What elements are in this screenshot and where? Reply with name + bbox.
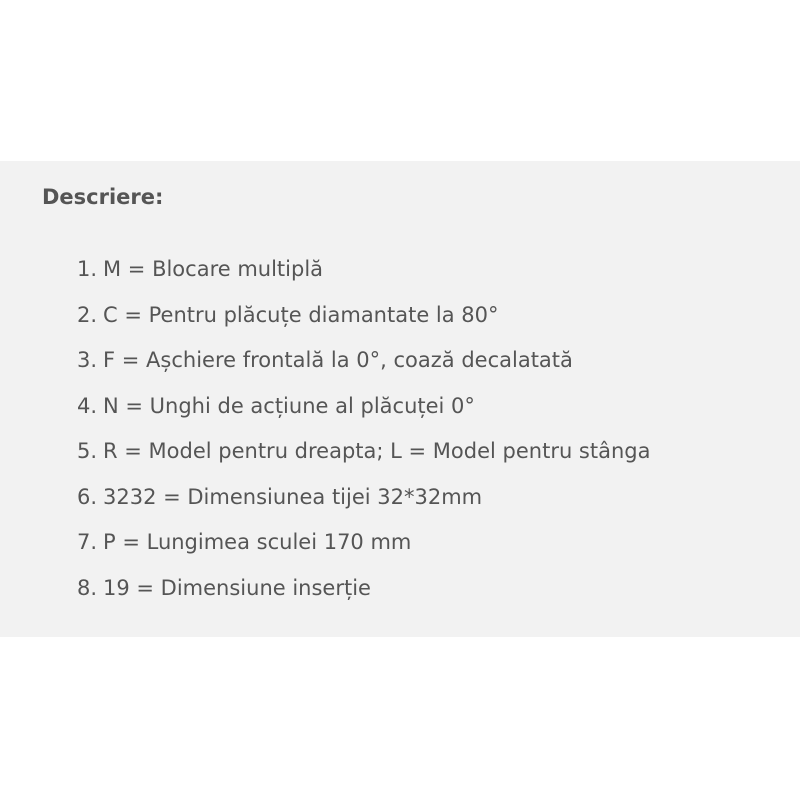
- list-item-number: 1.: [76, 257, 97, 281]
- list-item: [0, 437, 800, 483]
- list-item-number: 2.: [76, 302, 97, 327]
- list-item: [0, 301, 800, 347]
- list-item-text: C = Pentru plăcuțe diamantate la 80°: [103, 302, 499, 327]
- list-item: [0, 255, 800, 301]
- list-item-number: 6.: [76, 484, 97, 509]
- list-item-number: 3.: [76, 348, 97, 372]
- list-item-number: 7.: [76, 530, 97, 554]
- list-item-number: 5.: [76, 439, 97, 463]
- list-item: [0, 346, 800, 392]
- list-item-text: R = Model pentru dreapta; L = Model pentru stânga: [103, 439, 651, 463]
- list-item-text: P = Lungimea sculei 170 mm: [103, 530, 412, 554]
- list-item: [0, 392, 800, 438]
- list-item: [0, 574, 800, 620]
- list-item-text: M = Blocare multiplă: [103, 257, 324, 281]
- description-list: [0, 255, 800, 619]
- list-item: [0, 528, 800, 574]
- description-heading: Descriere:: [42, 185, 164, 209]
- list-item-text: 19 = Dimensiune inserție: [103, 575, 371, 600]
- list-item-number: 8.: [76, 575, 97, 600]
- list-item-text: F = Așchiere frontală la 0°, coază decalatată: [103, 348, 573, 372]
- list-item-number: 4.: [76, 393, 97, 418]
- description-panel: [0, 161, 800, 637]
- list-item-text: 3232 = Dimensiunea tijei 32*32mm: [103, 484, 483, 509]
- list-item: [0, 483, 800, 529]
- list-item-text: N = Unghi de acțiune al plăcuței 0°: [103, 393, 475, 418]
